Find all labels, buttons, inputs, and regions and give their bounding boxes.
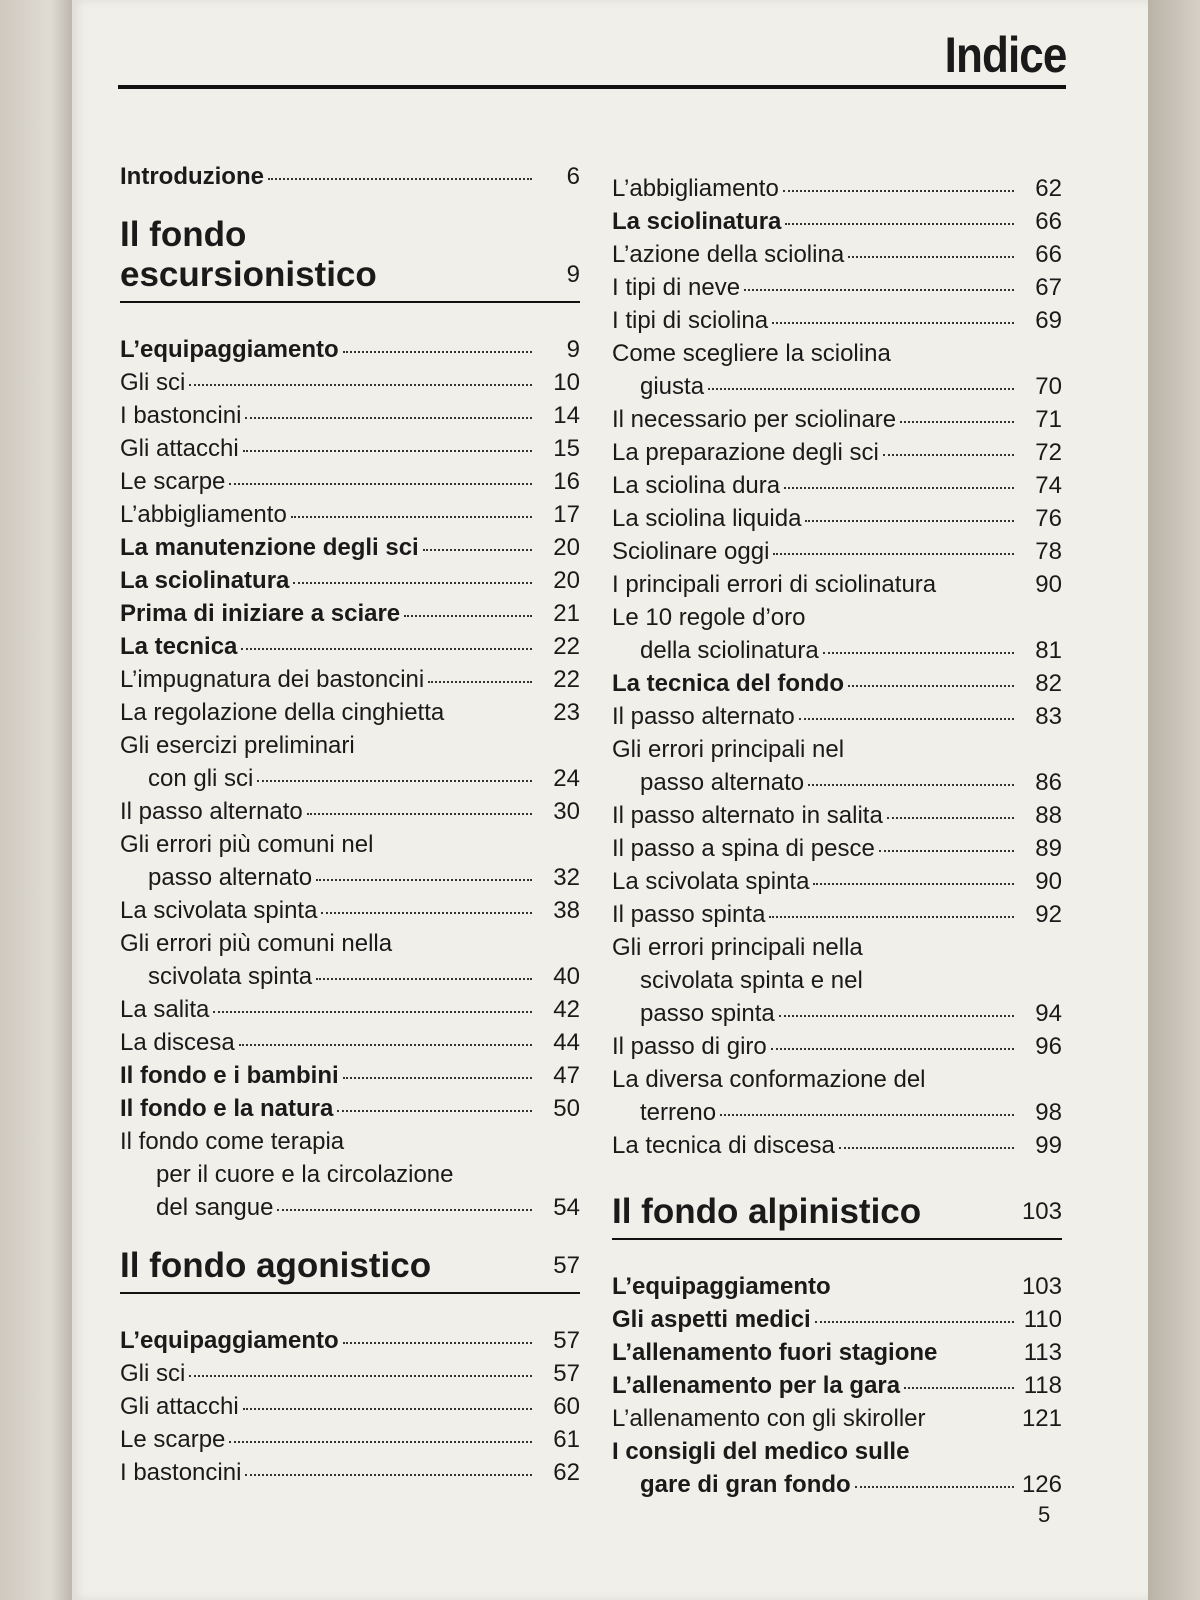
toc-entry: La scivolata spinta 38 <box>120 897 580 924</box>
toc-entry: I bastoncini 62 <box>120 1459 580 1486</box>
toc-entry: La manutenzione degli sci 20 <box>120 534 580 561</box>
toc-entry: La tecnica 22 <box>120 633 580 660</box>
toc-entry-line: La diversa conformazione del <box>612 1066 926 1093</box>
toc-entry: Gli sci 10 <box>120 369 580 396</box>
toc-entry-line: I consigli del medico sulle <box>612 1438 910 1465</box>
toc-entry: L’abbigliamento 62 <box>612 175 1062 202</box>
toc-entry: Le scarpe 16 <box>120 468 580 495</box>
toc-entry: Il passo a spina di pesce 89 <box>612 835 1062 862</box>
toc-entry-line: Gli errori più comuni nella <box>120 930 393 957</box>
toc-entry: L’equipaggiamento 9 <box>120 336 580 363</box>
toc-entry: del sangue 54 <box>156 1194 580 1221</box>
toc-entry: Gli attacchi 15 <box>120 435 580 462</box>
toc-entry: I bastoncini 14 <box>120 402 580 429</box>
toc-entry: L’abbigliamento 17 <box>120 501 580 528</box>
toc-entry: La tecnica del fondo 82 <box>612 670 1062 697</box>
toc-entry: Gli sci 57 <box>120 1360 580 1387</box>
toc-entry: Il fondo e la natura 50 <box>120 1095 580 1122</box>
toc-entry: Il passo alternato 30 <box>120 798 580 825</box>
toc-entry: con gli sci 24 <box>148 765 580 792</box>
toc-entry: I tipi di sciolina 69 <box>612 307 1062 334</box>
toc-entry: Le scarpe 61 <box>120 1426 580 1453</box>
toc-entry-line: Gli errori più comuni nel <box>120 831 374 858</box>
toc-entry: Il passo alternato 83 <box>612 703 1062 730</box>
toc-entry-line: Gli errori principali nel <box>612 736 845 763</box>
toc-entry: La sciolinatura 66 <box>612 208 1062 235</box>
toc-entry: scivolata spinta 40 <box>148 963 580 990</box>
toc-entry: Gli aspetti medici 110 <box>612 1306 1062 1333</box>
toc-entry: giusta 70 <box>640 373 1062 400</box>
toc-entry: La salita 42 <box>120 996 580 1023</box>
toc-entry: La discesa 44 <box>120 1029 580 1056</box>
toc-entry-line: Gli esercizi preliminari <box>120 732 355 759</box>
toc-entry-line: per il cuore e la circolazione <box>156 1161 454 1188</box>
toc-entry: I principali errori di sciolinatura 90 <box>612 571 1062 598</box>
toc-entry: Gli attacchi 60 <box>120 1393 580 1420</box>
toc-entry: passo spinta 94 <box>640 1000 1062 1027</box>
facing-page-edge <box>1148 0 1200 1600</box>
toc-entry-line: Come scegliere la sciolina <box>612 340 891 367</box>
toc-entry: Il passo di giro 96 <box>612 1033 1062 1060</box>
toc-entry: La tecnica di discesa 99 <box>612 1132 1062 1159</box>
toc-entry: Il fondo e i bambini 47 <box>120 1062 580 1089</box>
toc-entry: L’impugnatura dei bastoncini 22 <box>120 666 580 693</box>
toc-entry-line: Le 10 regole d’oro <box>612 604 806 631</box>
toc-left-column <box>120 160 580 1489</box>
toc-entry: L’azione della sciolina 66 <box>612 241 1062 268</box>
toc-entry: Prima di iniziare a sciare 21 <box>120 600 580 627</box>
toc-entry: Il necessario per sciolinare 71 <box>612 406 1062 433</box>
toc-entry-line: scivolata spinta e nel <box>640 967 863 994</box>
page-title: Indice <box>944 27 1066 83</box>
toc-entry: La sciolinatura 20 <box>120 567 580 594</box>
toc-entry: La preparazione degli sci 72 <box>612 439 1062 466</box>
toc-entry: gare di gran fondo 126 <box>640 1471 1062 1498</box>
toc-entry: La sciolina dura 74 <box>612 472 1062 499</box>
toc-entry-line: Il fondo come terapia <box>120 1128 345 1155</box>
toc-entry: L’allenamento fuori stagione 113 <box>612 1339 1062 1366</box>
toc-right-column <box>612 172 1062 1501</box>
title-rule <box>118 85 1066 89</box>
book-spine-shadow <box>0 0 72 1600</box>
section-heading-alpinistico: Il fondo alpinistico 103 <box>612 1192 1062 1240</box>
toc-entry: L’equipaggiamento 57 <box>120 1327 580 1354</box>
toc-entry-introduzione: Introduzione 6 <box>120 163 580 190</box>
toc-entry: La sciolina liquida 76 <box>612 505 1062 532</box>
toc-entry-line: Gli errori principali nella <box>612 934 863 961</box>
toc-entry: L’allenamento per la gara 118 <box>612 1372 1062 1399</box>
toc-entry: I tipi di neve 67 <box>612 274 1062 301</box>
section-heading-agonistico: Il fondo agonistico 57 <box>120 1246 580 1294</box>
toc-entry: La scivolata spinta 90 <box>612 868 1062 895</box>
page-number: 5 <box>1038 1502 1051 1527</box>
toc-entry: L’equipaggiamento 103 <box>612 1273 1062 1300</box>
section-heading-escursionistico: Il fondo escursionistico 9 <box>120 215 580 303</box>
toc-entry: passo alternato 86 <box>640 769 1062 796</box>
toc-entry: Sciolinare oggi 78 <box>612 538 1062 565</box>
toc-entry: della sciolinatura 81 <box>640 637 1062 664</box>
toc-entry: terreno 98 <box>640 1099 1062 1126</box>
toc-entry: L’allenamento con gli skiroller 121 <box>612 1405 1062 1432</box>
toc-entry: Il passo spinta 92 <box>612 901 1062 928</box>
toc-entry: La regolazione della cinghietta 23 <box>120 699 580 726</box>
toc-entry: passo alternato 32 <box>148 864 580 891</box>
toc-entry: Il passo alternato in salita 88 <box>612 802 1062 829</box>
